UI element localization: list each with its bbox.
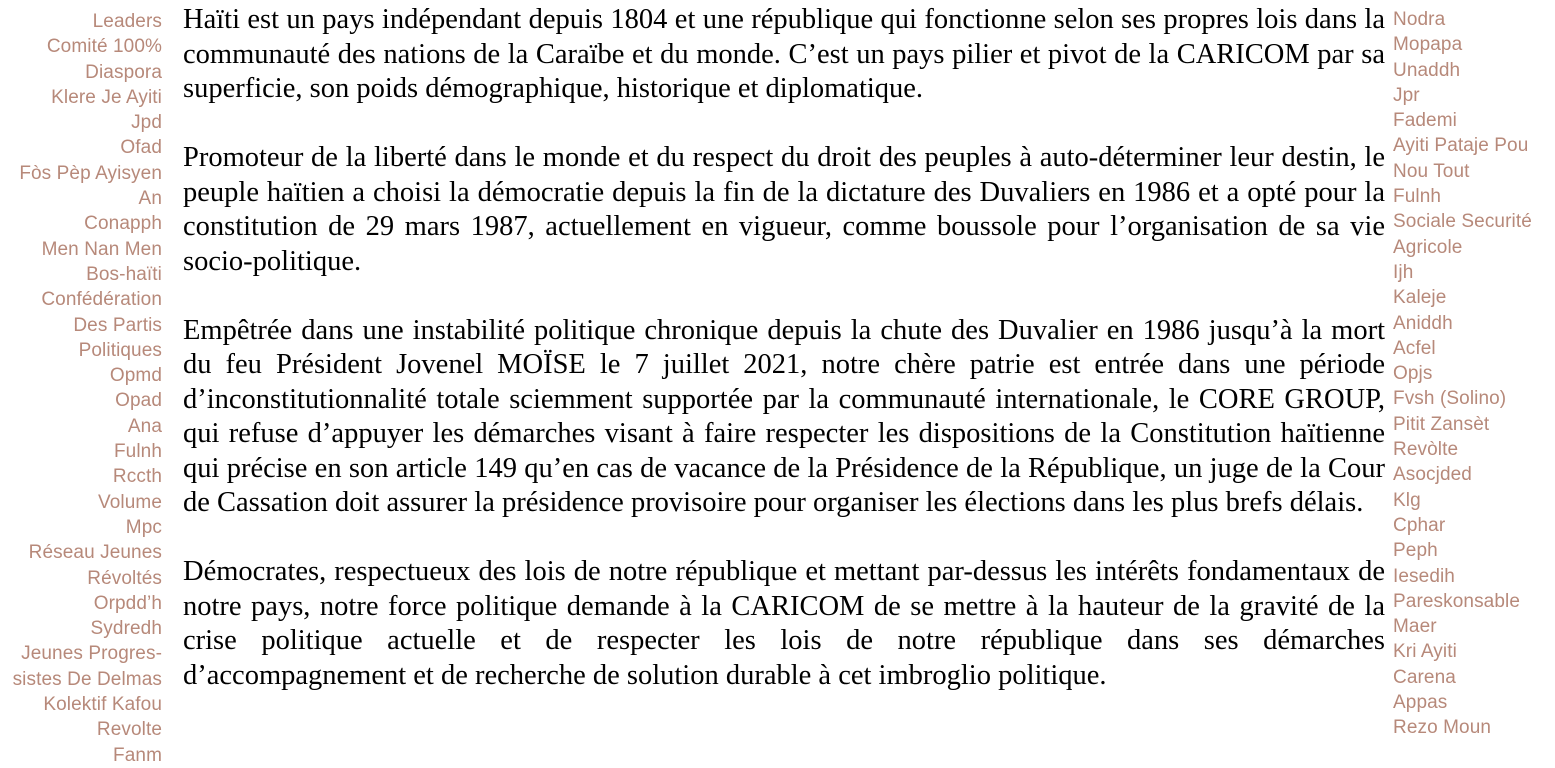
signatory-name: Rccth bbox=[112, 466, 162, 488]
right-signatory-column bbox=[1393, 0, 1555, 741]
signatory-name: Politiques bbox=[78, 339, 162, 361]
document-paragraph: Empêtrée dans une instabilité politique chronique depuis la chute des Duvalier en 1986 jusqu’à la mort du feu Président Jovenel MOÏSE le 7 juillet 2021, notre chère patrie est entrée dans une période d’inconstitutionnalité totale sciemment supportée par la communauté internationale, le CORE GROUP, qui refuse d’appuyer les démarches visant à faire respecter les dispositions de la Constitution haïtienne qui précise en son article 149 qu’en cas de vacance de la Présidence de la République, un juge de la Cour de Cassation doit assurer la présidence provisoire pour organiser les élections dans les plus brefs délais. bbox=[183, 314, 1385, 518]
signatory-name: Opad bbox=[115, 390, 162, 412]
signatory-name: Conapph bbox=[84, 213, 162, 235]
signatory-name: Sydredh bbox=[90, 618, 162, 640]
signatory-name: Jeunes Progres- bbox=[21, 643, 162, 665]
signatory-name: Mpc bbox=[125, 516, 162, 538]
signatory-name: Carena bbox=[1393, 666, 1456, 688]
signatory-name: Bos-haïti bbox=[86, 263, 162, 285]
signatory-name: Fòs Pèp Ayisyen bbox=[19, 162, 162, 184]
signatory-name: Fulnh bbox=[113, 441, 162, 463]
signatory-name: Sociale Securité bbox=[1393, 211, 1532, 233]
signatory-name: Jpr bbox=[1393, 84, 1420, 106]
signatory-name: Des Partis bbox=[73, 314, 162, 336]
signatory-name: Orpdd’h bbox=[93, 592, 162, 614]
signatory-name: Acfel bbox=[1393, 337, 1436, 359]
signatory-name: Unaddh bbox=[1393, 59, 1461, 81]
signatory-name: Fanm bbox=[113, 744, 162, 766]
signatory-name: Fademi bbox=[1393, 110, 1457, 132]
signatory-name: Jpd bbox=[131, 112, 162, 134]
signatory-name: Fulnh bbox=[1393, 186, 1442, 208]
signatory-name: Klg bbox=[1393, 489, 1421, 511]
signatory-name: Appas bbox=[1393, 692, 1448, 714]
signatory-name: Nou Tout bbox=[1393, 160, 1470, 182]
signatory-name: Pareskonsable bbox=[1393, 590, 1520, 612]
document-body bbox=[183, 0, 1385, 728]
signatory-name: Aniddh bbox=[1393, 312, 1453, 334]
document-paragraph: Haïti est un pays indépendant depuis 1804 et une république qui fonctionne selon ses propres lois dans la communauté des nations de la Caraïbe et du monde. C’est un pays pilier et pivot de la CARICOM par sa superficie, son poids démographique, historique et diplomatique. bbox=[183, 4, 1385, 104]
signatory-name: Ayiti Pataje Pou bbox=[1393, 135, 1529, 157]
signatory-name: Kaleje bbox=[1393, 287, 1447, 309]
signatory-name: Leaders bbox=[92, 11, 162, 32]
signatory-name: Revòlte bbox=[1393, 439, 1459, 461]
signatory-name: Rezo Moun bbox=[1393, 717, 1492, 739]
signatory-name: Ijh bbox=[1393, 261, 1414, 283]
signatory-name: Kri Ayiti bbox=[1393, 641, 1457, 663]
signatory-name: Iesedih bbox=[1393, 565, 1455, 587]
signatory-name: Agricole bbox=[1393, 236, 1463, 258]
signatory-name: Revolte bbox=[96, 719, 162, 741]
signatory-name: Mopapa bbox=[1393, 34, 1463, 56]
signatory-name: Opmd bbox=[109, 365, 162, 387]
signatory-name: Cphar bbox=[1393, 514, 1446, 536]
document-paragraph: Promoteur de la liberté dans le monde et du respect du droit des peuples à auto-déterminer leur destin, le peuple haïtien a choisi la démocratie depuis la fin de la dictature des Duvaliers en 1986 et a opté pour la constitution de 29 mars 1987, actuellement en vigueur, comme boussole pour l’organisation de sa vie socio-politique. bbox=[183, 142, 1385, 277]
signatory-name: An bbox=[138, 188, 162, 210]
signatory-name: Peph bbox=[1393, 540, 1438, 562]
signatory-name: Réseau Jeunes bbox=[28, 542, 162, 564]
document-paragraph: Démocrates, respectueux des lois de notre république et mettant par-dessus les intérêts fondamentaux de notre pays, notre force politique demande à la CARICOM de se mettre à la hauteur de la gravité de la crise politique actuelle et de respecter les lois de notre république dans ses démarches d’accompagnement et de recherche de solution durable à cet imbroglio politique. bbox=[183, 556, 1385, 691]
signatory-name: Diaspora bbox=[85, 61, 162, 83]
signatory-name: Nodra bbox=[1393, 9, 1446, 30]
signatory-name: Ofad bbox=[120, 137, 162, 159]
signatory-name: Asocjded bbox=[1393, 464, 1472, 486]
signatory-name: Men Nan Men bbox=[41, 238, 162, 260]
signatory-name: Klere Je Ayiti bbox=[51, 86, 162, 108]
signatory-name: Comité 100% bbox=[46, 36, 162, 58]
signatory-name: Fvsh (Solino) bbox=[1393, 388, 1507, 410]
signatory-name: Révoltés bbox=[87, 567, 162, 589]
signatory-name: Ana bbox=[127, 415, 162, 437]
signatory-name: Volume bbox=[98, 491, 162, 513]
signatory-name: sistes De Delmas bbox=[12, 668, 162, 690]
left-signatory-column bbox=[0, 0, 162, 768]
signatory-name: Kolektif Kafou bbox=[43, 694, 162, 716]
signatory-name: Confédération bbox=[41, 289, 162, 311]
signatory-name: Pitit Zansèt bbox=[1393, 413, 1490, 435]
signatory-name: Opjs bbox=[1393, 363, 1433, 385]
signatory-name: Maer bbox=[1393, 616, 1437, 638]
